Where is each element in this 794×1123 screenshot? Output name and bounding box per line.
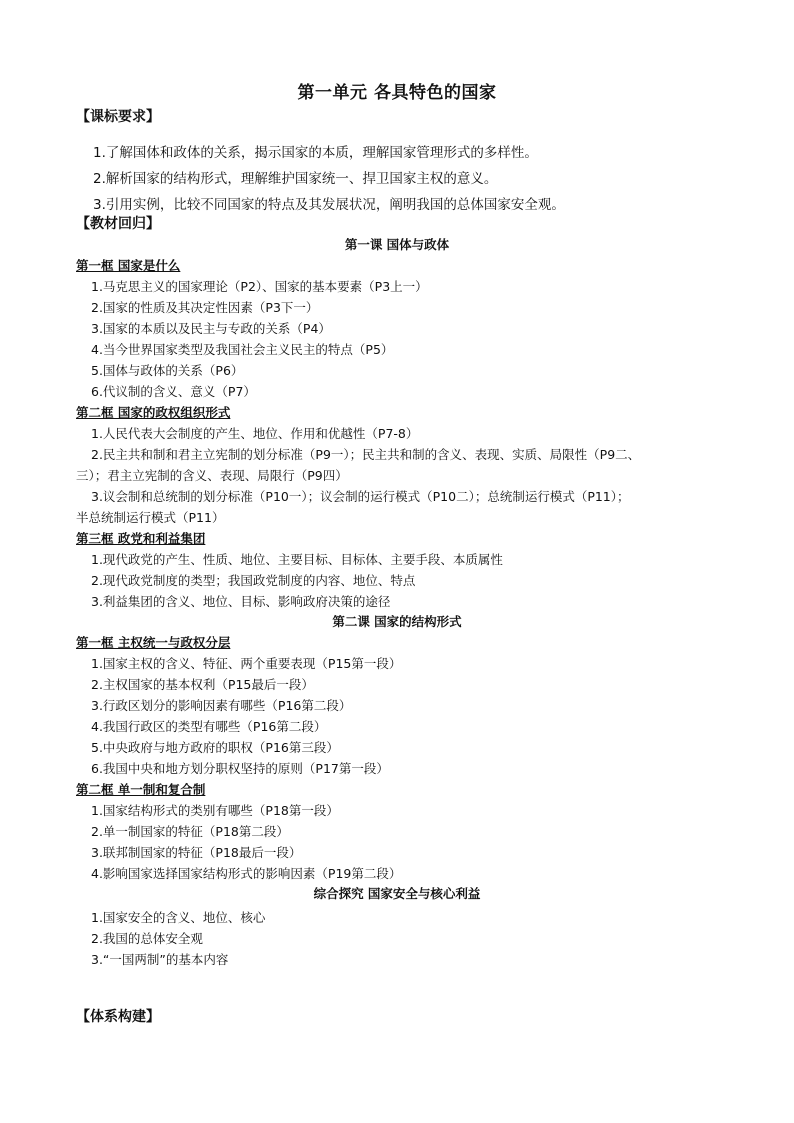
inquiry-title: 综合探究 国家安全与核心利益 — [313, 886, 481, 901]
list-item: 2.民主共和制和君主立宪制的划分标准（P9一）；民主共和制的含义、表现、实质、局限性（P9二、 — [91, 447, 641, 462]
section-review-heading: 【教材回归】 — [76, 216, 160, 232]
requirement-item: 1.了解国体和政体的关系，揭示国家的本质，理解国家管理形式的多样性。 — [93, 145, 538, 161]
lesson-1-title: 第一课 国体与政体 — [344, 237, 450, 252]
list-item: 4.影响国家选择国家结构形式的影响因素（P19第二段） — [91, 866, 402, 881]
section-standards-heading: 【课标要求】 — [76, 109, 160, 125]
list-item: 3.行政区划分的影响因素有哪些（P16第二段） — [91, 698, 352, 713]
list-item: 1.国家主权的含义、特征、两个重要表现（P15第一段） — [91, 656, 402, 671]
list-item: 2.主权国家的基本权利（P15最后一段） — [91, 677, 314, 692]
list-item-continuation: 三）；君主立宪制的含义、表现、局限行（P9四） — [76, 468, 348, 483]
list-item: 2.单一制国家的特征（P18第二段） — [91, 824, 289, 839]
section-system-heading: 【体系构建】 — [76, 1009, 160, 1025]
list-item: 6.我国中央和地方划分职权坚持的原则（P17第一段） — [91, 761, 389, 776]
lesson-2-title: 第二课 国家的结构形式 — [332, 614, 462, 629]
list-item: 2.国家的性质及其决定性因素（P3下一） — [91, 300, 319, 315]
list-item: 5.中央政府与地方政府的职权（P16第三段） — [91, 740, 339, 755]
lesson-2-frame-2-title: 第二框 单一制和复合制 — [76, 782, 206, 797]
list-item: 1.现代政党的产生、性质、地位、主要目标、目标体、主要手段、本质属性 — [91, 552, 503, 567]
list-item: 1.人民代表大会制度的产生、地位、作用和优越性（P7-8） — [91, 426, 419, 441]
list-item: 2.我国的总体安全观 — [91, 931, 203, 946]
requirement-item: 3.引用实例，比较不同国家的特点及其发展状况，阐明我国的总体国家安全观。 — [93, 197, 565, 213]
lesson-1-frame-2-title: 第二框 国家的政权组织形式 — [76, 405, 231, 420]
list-item: 6.代议制的含义、意义（P7） — [91, 384, 256, 399]
lesson-1-frame-1-title: 第一框 国家是什么 — [76, 258, 181, 273]
list-item: 1.国家结构形式的类别有哪些（P18第一段） — [91, 803, 339, 818]
list-item: 3.联邦制国家的特征（P18最后一段） — [91, 845, 302, 860]
list-item: 4.当今世界国家类型及我国社会主义民主的特点（P5） — [91, 342, 394, 357]
list-item: 3.“一国两制”的基本内容 — [91, 952, 229, 967]
lesson-1-frame-3-title: 第三框 政党和利益集团 — [76, 531, 206, 546]
list-item-continuation: 半总统制运行模式（P11） — [76, 510, 225, 525]
list-item: 1.马克思主义的国家理论（P2）、国家的基本要素（P3上一） — [91, 279, 428, 294]
list-item: 2.现代政党制度的类型；我国政党制度的内容、地位、特点 — [91, 573, 416, 588]
unit-title: 第一单元 各具特色的国家 — [297, 83, 497, 103]
list-item: 5.国体与政体的关系（P6） — [91, 363, 244, 378]
list-item: 3.利益集团的含义、地位、目标、影响政府决策的途径 — [91, 594, 391, 609]
lesson-2-frame-1-title: 第一框 主权统一与政权分层 — [76, 635, 231, 650]
requirement-item: 2.解析国家的结构形式，理解维护国家统一、捍卫国家主权的意义。 — [93, 171, 498, 187]
list-item: 4.我国行政区的类型有哪些（P16第二段） — [91, 719, 327, 734]
list-item: 3.议会制和总统制的划分标准（P10一）；议会制的运行模式（P10二）；总统制运行模式（P11）； — [91, 489, 630, 504]
list-item: 3.国家的本质以及民主与专政的关系（P4） — [91, 321, 331, 336]
list-item: 1.国家安全的含义、地位、核心 — [91, 910, 266, 925]
